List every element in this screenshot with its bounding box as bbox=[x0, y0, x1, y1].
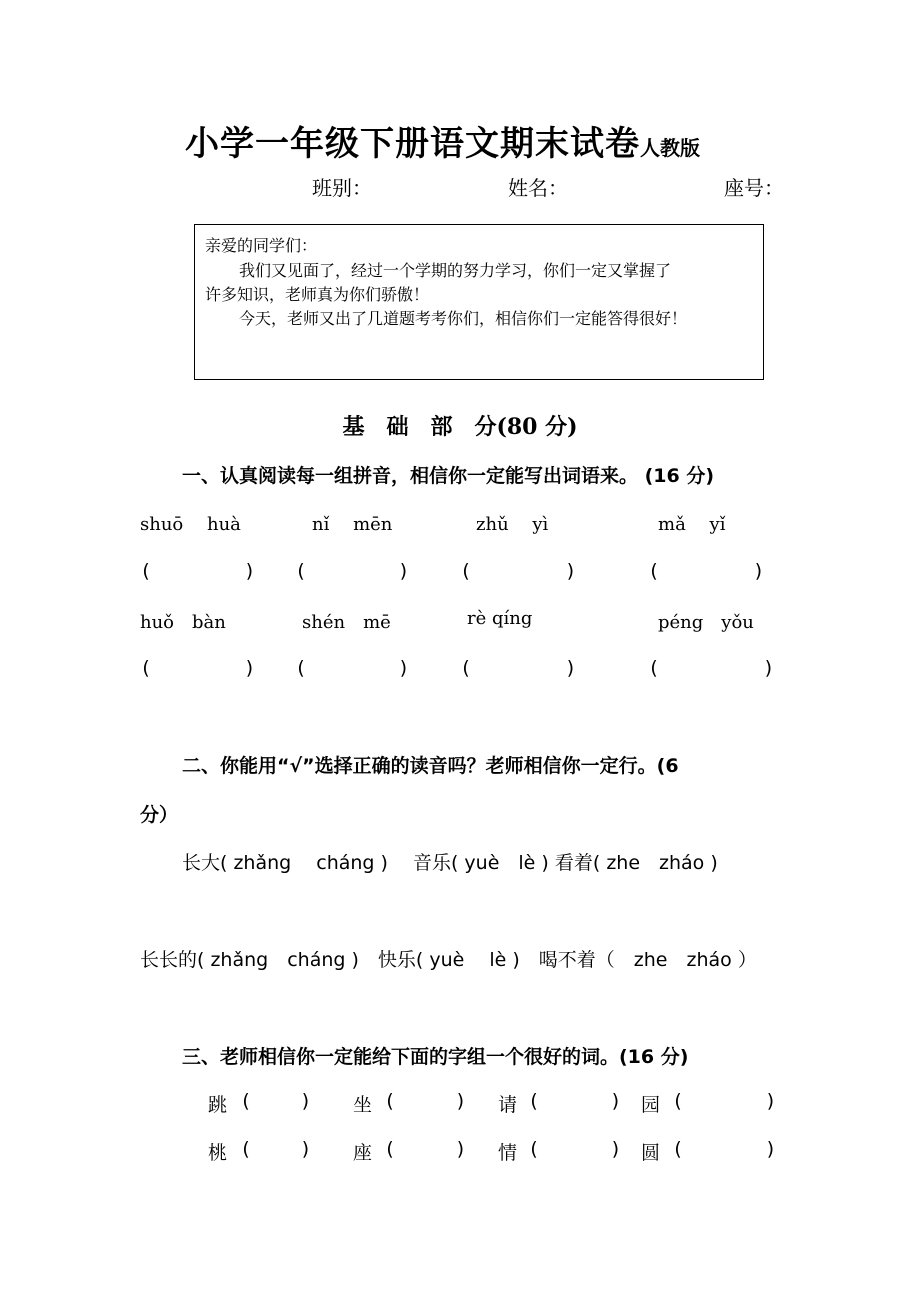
exam-title-edition: 人教版 bbox=[640, 136, 700, 160]
char-qing-feeling: 情 bbox=[498, 1142, 518, 1164]
word-2-open: ( bbox=[384, 1090, 396, 1112]
seat-field-label: 座号： bbox=[724, 176, 784, 200]
word-1-close: ) bbox=[300, 1090, 312, 1112]
answer-4-close: ) bbox=[753, 560, 765, 582]
answer-8-close: ) bbox=[763, 657, 775, 679]
answer-8-open: ( bbox=[648, 657, 660, 679]
answer-7-open: ( bbox=[460, 657, 472, 679]
exam-title bbox=[185, 116, 700, 165]
class-field-label: 班别： bbox=[312, 176, 372, 200]
reading-row-1: 长大( zhǎng cháng ) 音乐( yuè lè ) 看着( zhe zháo ) bbox=[182, 852, 718, 874]
word-4-close: ) bbox=[765, 1090, 777, 1112]
char-zuo-sit: 坐 bbox=[353, 1094, 373, 1116]
answer-1-close: ) bbox=[244, 560, 256, 582]
answer-3-open: ( bbox=[460, 560, 472, 582]
word-4-open: ( bbox=[672, 1090, 684, 1112]
char-tao: 桃 bbox=[208, 1142, 228, 1164]
char-zuo-seat: 座 bbox=[353, 1142, 373, 1164]
word-7-close: ) bbox=[610, 1138, 622, 1160]
char-qing-please: 请 bbox=[498, 1094, 518, 1116]
word-1-open: ( bbox=[240, 1090, 252, 1112]
answer-4-open: ( bbox=[648, 560, 660, 582]
word-6-close: ) bbox=[455, 1138, 467, 1160]
word-8-close: ) bbox=[765, 1138, 777, 1160]
answer-2-close: ) bbox=[398, 560, 410, 582]
word-3-open: ( bbox=[528, 1090, 540, 1112]
char-yuan-round: 圆 bbox=[641, 1142, 661, 1164]
word-8-open: ( bbox=[672, 1138, 684, 1160]
answer-7-close: ) bbox=[565, 657, 577, 679]
answer-6-open: ( bbox=[295, 657, 307, 679]
section-title: 基 础 部 分(80 分) bbox=[342, 414, 578, 440]
answer-1-open: ( bbox=[140, 560, 152, 582]
notice-line-1: 我们又见面了，经过一个学期的努力学习，你们一定又掌握了 bbox=[239, 261, 672, 280]
pinyin-pengyou: péng yǒu bbox=[658, 612, 754, 633]
question-1-title: 一、认真阅读每一组拼音，相信你一定能写出词语来。 (16 分) bbox=[182, 465, 715, 487]
word-6-open: ( bbox=[384, 1138, 396, 1160]
answer-5-open: ( bbox=[140, 657, 152, 679]
pinyin-nimen: nǐ mēn bbox=[312, 514, 393, 535]
name-field-label: 姓名： bbox=[508, 176, 568, 200]
pinyin-shenme: shén mē bbox=[302, 612, 391, 633]
reading-row-2: 长长的( zhǎng cháng ) 快乐( yuè lè ) 喝不着（ zhe zháo ） bbox=[140, 949, 757, 971]
word-5-close: ) bbox=[300, 1138, 312, 1160]
pinyin-huoban: huǒ bàn bbox=[140, 612, 226, 633]
question-2-title-cont: 分） bbox=[140, 804, 179, 826]
notice-line-3: 今天，老师又出了几道题考考你们，相信你们一定能答得很好！ bbox=[239, 309, 688, 328]
char-yuan-garden: 园 bbox=[641, 1094, 661, 1116]
char-tiao: 跳 bbox=[208, 1094, 228, 1116]
answer-5-close: ) bbox=[244, 657, 256, 679]
word-2-close: ) bbox=[455, 1090, 467, 1112]
word-3-close: ) bbox=[610, 1090, 622, 1112]
question-3-title: 三、老师相信你一定能给下面的字组一个很好的词。(16 分) bbox=[182, 1046, 689, 1068]
answer-2-open: ( bbox=[295, 560, 307, 582]
word-7-open: ( bbox=[528, 1138, 540, 1160]
pinyin-reqing: rè qíng bbox=[467, 608, 533, 629]
exam-title-main: 小学一年级下册语文期末试卷 bbox=[185, 124, 640, 164]
pinyin-shuohua: shuō huà bbox=[140, 514, 241, 535]
notice-box bbox=[194, 224, 764, 380]
notice-line-2: 许多知识，老师真为你们骄傲！ bbox=[205, 285, 430, 304]
answer-6-close: ) bbox=[398, 657, 410, 679]
pinyin-mayi: mǎ yǐ bbox=[658, 514, 726, 535]
notice-greeting: 亲爱的同学们： bbox=[205, 236, 318, 255]
answer-3-close: ) bbox=[565, 560, 577, 582]
pinyin-zhuyi: zhǔ yì bbox=[476, 514, 549, 535]
word-5-open: ( bbox=[240, 1138, 252, 1160]
question-2-title: 二、你能用“√”选择正确的读音吗？老师相信你一定行。(6 bbox=[182, 755, 679, 777]
